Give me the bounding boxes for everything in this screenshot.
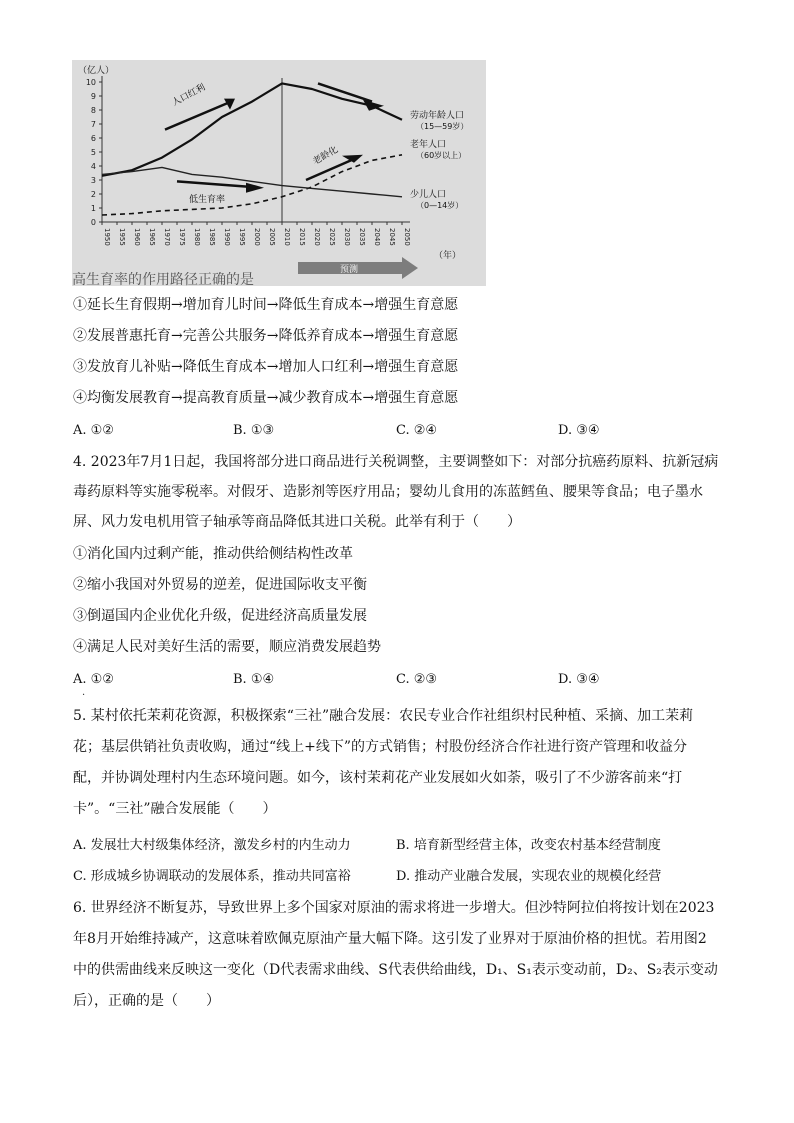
q4-item-1: ①消化国内过剩产能，推动供给侧结构性改革 [73, 546, 353, 562]
series-label: 少儿人口 [410, 189, 447, 200]
q6-stem-line-3: 中的供需曲线来反映这一变化（D代表需求曲线、S代表供给曲线，D₁、S₁表示变动前，D₂、S₂表示变动 [73, 962, 718, 978]
q3-option-a[interactable]: A. ①② [73, 423, 114, 438]
y-tick-label: 10 [85, 78, 96, 87]
q4-stem-line-3: 屏、风力发电机用管子轴承等商品降低其进口关税。此举有利于（ ） [73, 514, 521, 530]
x-tick-label: 1970 [163, 228, 171, 246]
x-tick-label: 2025 [328, 228, 336, 246]
x-tick-label: 2005 [268, 228, 276, 246]
q5-stem-line-1: 5. 某村依托茉莉花资源，积极探索“三社”融合发展：农民专业合作社组织村民种植、采摘、加工茉莉 [73, 708, 694, 724]
x-tick-label: 2050 [403, 228, 411, 246]
x-tick-label: 1995 [238, 228, 246, 246]
y-tick-label: 9 [90, 92, 96, 101]
stray-mark: · [82, 690, 86, 701]
x-unit-label: （年） [434, 251, 462, 261]
y-tick-label: 6 [90, 134, 96, 143]
q6-stem-line-2: 年8月开始维持减产，这意味着欧佩克原油产量大幅下降。这引发了业界对于原油价格的担忧。若用图2 [73, 931, 707, 947]
y-tick-label: 2 [90, 190, 96, 199]
y-tick-label: 1 [90, 204, 96, 213]
x-tick-label: 1960 [133, 228, 141, 246]
x-tick-label: 2015 [298, 228, 306, 246]
cut-question-text: 高生育率的作用路径正确的是 [72, 272, 254, 288]
y-tick-label: 5 [90, 148, 96, 157]
low-fertility-label: 低生育率 [189, 194, 226, 205]
y-tick-label: 0 [90, 218, 96, 227]
low-fertility-arrow [177, 181, 252, 187]
q3-option-d[interactable]: D. ③④ [558, 423, 600, 438]
dividend-label: 人口红利 [170, 82, 208, 109]
aging-label: 老龄化 [311, 145, 340, 168]
x-tick-label: 2010 [283, 228, 291, 246]
q3-item-1: ①延长生育假期→增加育儿时间→降低生育成本→增强生育意愿 [73, 297, 459, 313]
y-unit-label: （亿人） [78, 66, 115, 76]
q5-option-c[interactable]: C. 形成城乡协调联动的发展体系，推动共同富裕 [73, 869, 351, 884]
x-tick-label: 2000 [253, 228, 261, 246]
population-chart [72, 60, 486, 286]
q4-stem-line-1: 4. 2023年7月1日起，我国将部分进口商品进行关税调整，主要调整如下：对部分抗癌药原料、抗新冠病 [73, 454, 719, 470]
x-tick-label: 1955 [118, 228, 126, 246]
x-tick-label: 1965 [148, 228, 156, 246]
y-tick-label: 3 [90, 176, 96, 185]
q4-option-b[interactable]: B. ①④ [233, 672, 275, 687]
series-label: 老年人口 [410, 139, 447, 150]
y-tick-label: 4 [90, 162, 96, 171]
series-note-label: （60岁以上） [416, 150, 467, 160]
q6-stem-line-4: 后），正确的是（ ） [73, 993, 220, 1009]
q5-stem-line-2: 花；基层供销社负责收购，通过“线上+线下”的方式销售；村股份经济合作社进行资产管理和收益分 [73, 739, 688, 755]
y-tick-label: 8 [90, 106, 96, 115]
q4-option-c[interactable]: C. ②③ [396, 672, 438, 687]
q5-option-d[interactable]: D. 推动产业融合发展，实现农业的规模化经营 [396, 869, 662, 884]
q4-option-a[interactable]: A. ①② [73, 672, 114, 687]
q4-item-4: ④满足人民对美好生活的需要，顺应消费发展趋势 [73, 639, 381, 655]
q3-item-4: ④均衡发展教育→提高教育质量→减少教育成本→增强生育意愿 [73, 390, 459, 406]
q4-item-3: ③倒逼国内企业优化升级，促进经济高质量发展 [73, 608, 367, 624]
q5-option-b[interactable]: B. 培育新型经营主体，改变农村基本经营制度 [396, 838, 661, 853]
q4-stem-line-2: 毒药原料等实施零税率。对假牙、造影剂等医疗用品；婴幼儿食用的冻蓝鳕鱼、腰果等食品；电子墨水 [73, 484, 703, 500]
q5-stem-line-4: 卡”。“三社”融合发展能（ ） [73, 801, 277, 817]
q6-stem-line-1: 6. 世界经济不断复苏，导致世界上多个国家对原油的需求将进一步增大。但沙特阿拉伯将按计划在2023 [73, 900, 715, 916]
series-note-label: （0—14岁） [416, 200, 464, 210]
q4-item-2: ②缩小我国对外贸易的逆差，促进国际收支平衡 [73, 577, 367, 593]
y-tick-label: 7 [90, 120, 96, 129]
x-tick-label: 1950 [103, 228, 111, 246]
series-line-3 [102, 167, 402, 196]
x-tick-label: 2045 [388, 228, 396, 246]
x-tick-label: 2035 [358, 228, 366, 246]
x-tick-label: 1975 [178, 228, 186, 246]
q3-item-3: ③发放育儿补贴→降低生育成本→增加人口红利→增强生育意愿 [73, 359, 459, 375]
forecast-label: 预测 [340, 265, 359, 275]
low-fertility-arrowhead [246, 183, 264, 193]
q3-option-c[interactable]: C. ②④ [396, 423, 438, 438]
x-tick-label: 2040 [373, 228, 381, 246]
q3-option-b[interactable]: B. ①③ [233, 423, 275, 438]
x-tick-label: 2020 [313, 228, 321, 246]
series-note-label: （15—59岁） [416, 121, 469, 131]
x-tick-label: 1990 [223, 228, 231, 246]
q3-item-2: ②发展普惠托育→完善公共服务→降低养育成本→增强生育意愿 [73, 328, 459, 344]
x-tick-label: 1985 [208, 228, 216, 246]
x-tick-label: 1980 [193, 228, 201, 246]
population-chart-svg [72, 60, 486, 286]
x-tick-label: 2030 [343, 228, 351, 246]
q5-option-a[interactable]: A. 发展壮大村级集体经济，激发乡村的内生动力 [73, 838, 351, 853]
q4-option-d[interactable]: D. ③④ [558, 672, 600, 687]
series-label: 劳动年龄人口 [410, 110, 465, 121]
q5-stem-line-3: 配，并协调处理村内生态环境问题。如今，该村茉莉花产业发展如火如荼，吸引了不少游客前来“打 [73, 770, 683, 786]
